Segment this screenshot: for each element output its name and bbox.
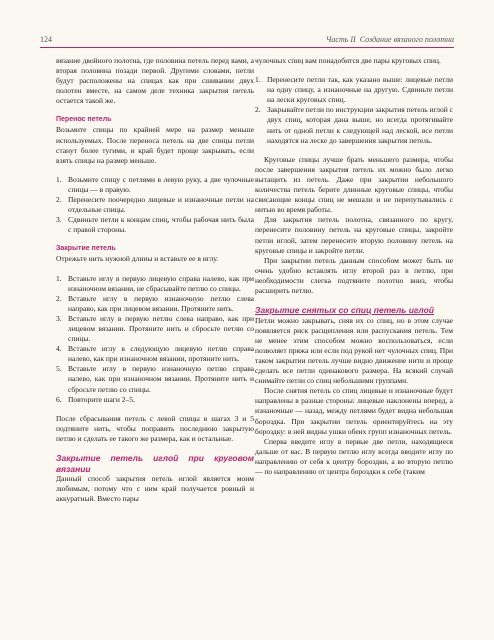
step-number: 2. — [56, 293, 62, 303]
part-label: Часть II — [325, 35, 356, 44]
subheading-transfer: Перенос петель — [56, 116, 112, 124]
list-item — [56, 274, 254, 294]
paragraph: Петли можно закрывать, сняв их со спиц, но в этом случае появляется риск расщепления или распускания петель. Тем не менее этим способом можно воспользоваться, если позволяет пряжа или если под рукой нет чулочных спиц. При таком закрытии петель лучше видно движение нити и проще сделать все петли одинакового размера. На всякий случай снимайте петли со спиц небольшими группами. — [255, 315, 453, 386]
paragraph: Данный способ закрытия петель иглой является моим любимым, потому что с ним край получается ровный и аккуратный. Вместо пары — [56, 474, 254, 504]
step-number: 5. — [56, 364, 62, 374]
paragraph: Круговые спицы лучше брать меньшего размера, чтобы после завершения закрытия петель их можно было легко вытащить из петель. Даже при закрытии небольшого количества петель берите длинные круговые спицы, чтобы свисающие концы спиц не мешали и не перепутывались с нитью во время работы. — [255, 154, 453, 215]
left-column — [56, 56, 254, 504]
step-text: Возьмите спицу с петлями в левую руку, а две чулочные спицы — в правую. — [68, 174, 254, 194]
step-text: Закрывайте петли по инструкции закрытия петель иглой с двух спиц, которая дана выше, но всегда протягивайте нить от одной петли к следующей над леской, все петли находятся на леске до завершения закрытия петель. — [267, 105, 453, 145]
right-column — [255, 56, 453, 477]
steps-list-circular — [255, 75, 453, 146]
paragraph: вязание двойного полотна, где половина петель перед вами, а вторая половина позади первой. Другими словами, петли будут расположены на спицах как при сшивании двух полотен вместе, на самом деле техника закрытия петель остается такой же. — [56, 56, 254, 106]
paragraph: Отрежьте нить нужной длины и вставьте ее в иглу. — [56, 254, 219, 264]
step-text: Вставьте иглу в первую лицевую справа налево, как при изнаночном вязании, не сбрасывайте петлю со спицы. — [68, 273, 254, 293]
step-number: 1. — [56, 174, 62, 184]
paragraph: После снятия петель со спиц лицевые и изнаночные будут направлены в разные стороны: лицевые наклонены вперед, а изнаночные — назад, между петлями будет видна небольшая бороздка. При закрытии петель ориентируйтесь на эту бороздку: в ней видны ушки обеих групп изнаночных петель. — [255, 386, 453, 436]
step-number: 4. — [56, 344, 62, 354]
step-text: Повторите шаги 2–5. — [68, 394, 135, 404]
list-item — [56, 294, 254, 314]
section-label: Создание вязаного полотна — [359, 35, 454, 44]
section-heading-circular: Закрытие петель иглой при круговом вязании — [56, 453, 254, 474]
step-number: 1. — [255, 75, 261, 85]
list-item — [56, 364, 254, 394]
paragraph: Сперва введите иглу в первые две петли, находящиеся дальше от вас. В первую петлю иглу всегда вводите иглу по направлению от себя к центру бороздки, а во вторую петлю — по направлению от центра бороздки к себе (таким — [255, 436, 453, 476]
paragraph: чулочных спиц вам понадобится две пары круговых спиц. — [255, 56, 441, 65]
step-number: 2. — [56, 195, 62, 205]
list-item — [56, 395, 254, 405]
list-item — [56, 344, 254, 364]
step-text: Перенесите петли так, как указано выше: лицевые петли на одну спицу, а изнаночные на другую. Сдвиньте петли на лески круговых спиц. — [267, 75, 453, 105]
list-item — [56, 175, 254, 195]
list-item — [56, 215, 254, 235]
paragraph: Возьмите спицы по крайней мере на размер меньше используемых. После переноса петель на две спицы петли станут более тугими, и край будет проще закрывать, если взять спицы на размер меньше. — [56, 125, 254, 165]
steps-list-binding — [56, 274, 254, 405]
header-rule — [40, 47, 454, 48]
subheading-binding-off: Закрытие петель — [56, 245, 116, 253]
section-heading-off-needles: Закрытие снятых со спиц петель иглой — [255, 305, 434, 316]
step-number: 6. — [56, 394, 62, 404]
page-number: 124 — [40, 35, 52, 44]
list-item — [255, 75, 453, 105]
step-number: 2. — [255, 105, 261, 115]
list-item — [255, 105, 453, 145]
steps-list-transfer — [56, 175, 254, 236]
step-text: Вставьте иглу в следующую лицевую петлю справа налево, как при изнаночном вязании, протяните нить. — [68, 344, 254, 364]
step-text: Вставьте иглу в первую изнаночную петлю справа налево, как при изнаночном вязании. Протяните нить и сбросьте петлю со спицы. — [68, 364, 254, 394]
running-title — [326, 35, 454, 44]
paragraph: При закрытии петель данным способом может быть не очень удобно вставлять иглу второй раз в петлю, при необходимости слегка подтяните полотно вниз, чтобы расширить петлю. — [255, 255, 453, 295]
step-number: 3. — [56, 215, 62, 225]
step-text: Вставьте иглу в первую изнаночную петлю слева направо, как при лицевом вязании. Протяните нить. — [68, 293, 254, 313]
list-item — [56, 314, 254, 344]
paragraph: После сбрасывания петель с левой спицы в шагах 3 и 5 подтяните нить, чтобы поправить последнюю закрытую петлю и сделать ее такого же размера, как и остальные. — [56, 413, 254, 443]
step-text: Вставьте иглу в первую петлю слева направо, как при лицевом вязании. Протяните нить и сбросьте петлю со спицы. — [68, 313, 254, 344]
step-text: Перенесите поочередно лицевые и изнаночные петли на отдельные спицы. — [68, 195, 254, 215]
list-item — [56, 195, 254, 215]
step-text: Сдвиньте петли к концам спиц, чтобы рабочая нить была с правой стороны. — [68, 215, 254, 235]
paragraph: Для закрытия петель полотна, связанного по кругу, перенесите половину петель на круговые спицы, закройте петли иглой, затем перенесите вторую половину петель на круговые спицы и закройте петли. — [255, 215, 453, 255]
step-number: 3. — [56, 313, 62, 323]
step-number: 1. — [56, 273, 62, 283]
running-header — [40, 32, 454, 48]
